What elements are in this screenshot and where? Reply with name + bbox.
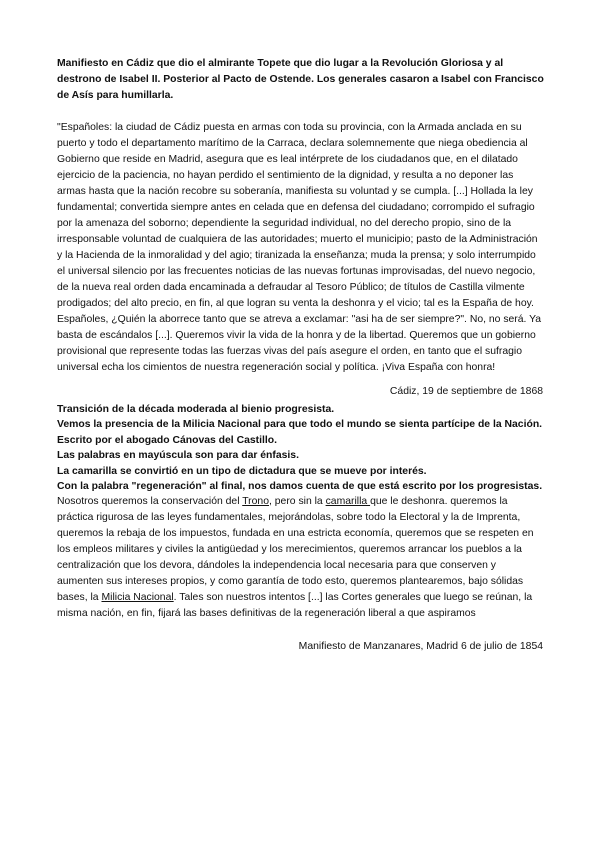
note-item: Escrito por el abogado Cánovas del Castillo. <box>57 434 277 446</box>
document-heading: Manifiesto en Cádiz que dio el almirante Topete que dio lugar a la Revolución Gloriosa y al destrono de Isabel II. Posterior al Pacto de Ostende. Los generales casaron a Isabel con Francisco de Asís para humillarla. <box>57 58 544 101</box>
cadiz-manifesto-text: "Españoles: la ciudad de Cádiz puesta en armas con toda su provincia, con la Armada anclada en su puerto y todo el departamento marítimo de la Carraca, declara solemnemente que niega obediencia al Gobierno que reside en Madrid, asegura que es leal intérprete de los ciudadanos que, en el dilatado ejercicio de la paciencia, no hayan perdido el sentimiento de la dignidad, y resulta a no deponer las armas hasta que la nación recobre su soberanía, manifiesta su voluntad y se cumpla. [...] Hollada la ley fundamental; convertida siempre antes en celada que en defensa del ciudadano; corrompido el sufragio por la amenaza del soborno; dependiente la seguridad individual, no del derecho propio, sino de la irresponsable voluntad de cualquiera de las autoridades; muerto el municipio; pasto de la Administración y la Hacienda de la inmoralidad y del agio; tiranizada la enseñanza; muda la prensa; y solo interrumpido el universal silencio por las frecuentes noticias de las nuevas fortunas improvisadas, del nuevo negocio, de la nueva real orden dada encaminada a defraudar al Tesoro Público; de títulos de Castilla vilmente prodigados; del alto precio, en fin, al que logran su venta la deshonra y el vicio; tal es la España de hoy. Españoles, ¿Quién la aborrece tanto que se atreva a exclamar: "asi ha de ser siempre?". No, no será. Ya basta de escándalos [...]. Queremos vivir la vida de la honra y de la libertad. Queremos que un gobierno provisional que represente todas las fuerzas vivas del país asegure el orden, en tanto que el sufragio universal echa los cimientos de nuestra regeneración social y política. ¡Viva España con honra! <box>57 122 542 373</box>
note-item: Las palabras en mayúscula son para dar énfasis. <box>57 450 299 462</box>
note-item: Vemos la presencia de la Milicia Nacional para que todo el mundo se sienta partícipe de la Nación. <box>57 419 543 431</box>
text-segment: , pero sin la <box>268 496 326 508</box>
underlined-camarilla: camarilla <box>325 496 371 508</box>
commentary-notes <box>57 402 545 494</box>
underlined-milicia-nacional: Milicia Nacional <box>101 591 174 603</box>
text-segment: . Tales son nuestros intentos [...] las Cortes generales que luego se reúnan, la misma nación, en fin, fijará las bases definitivas de la regeneración liberal a que aspiramos <box>57 591 533 619</box>
underlined-trono: Trono <box>242 496 269 508</box>
text-segment: que le deshonra. queremos la práctica rigurosa de las leyes fundamentales, mejorándolas, sobre todo la Electoral y la de Imprenta, queremos la rebaja de los impuestos, fundada en una estricta economía, queremos que se respeten en los empleos militares y civiles la antigüedad y los merecimientos, queremos arrancar los pueblos a la centralización que los devora, dándoles la independencia local necesaria para que conserven y aumenten sus intereses propios, y como garantía de todo esto, queremos plantearemos, bajo sólidas bases, la <box>57 496 534 603</box>
note-item: Transición de la década moderada al bienio progresista. <box>57 404 335 415</box>
document-page <box>57 56 545 655</box>
manzanares-manifesto-text <box>57 494 545 621</box>
text-segment: Nosotros queremos la conservación del <box>57 496 243 508</box>
manzanares-date-signature: Manifiesto de Manzanares, Madrid 6 de julio de 1854 <box>298 640 543 652</box>
cadiz-date-signature: Cádiz, 19 de septiembre de 1868 <box>389 386 543 397</box>
note-item: La camarilla se convirtió en un tipo de dictadura que se mueve por interés. <box>57 465 427 477</box>
note-item: Con la palabra "regeneración" al final, nos damos cuenta de que está escrito por los progresistas. <box>57 481 543 493</box>
